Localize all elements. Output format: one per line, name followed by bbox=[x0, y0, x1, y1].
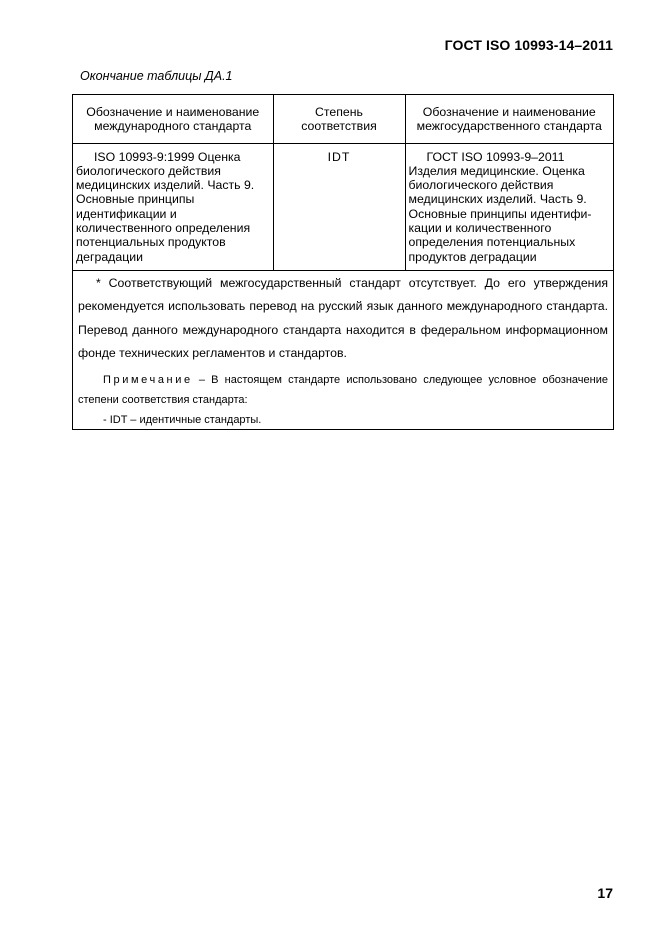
note-body: – В настоящем стандарте использовано следующее условное обозначение степени соответствия стандарта: bbox=[78, 373, 608, 406]
footnote-text: * Соответствующий межгосударственный стандарт отсутствует. До его утверждения рекомендуется использовать перевод на русский язык данного международного стандарта. Перевод данного международного стандарта находится в федеральном информационном фонде технических регламентов и стандартов. bbox=[78, 275, 608, 361]
cell-international-standard bbox=[73, 143, 273, 270]
column-header-degree: Степень соответствия bbox=[273, 95, 405, 143]
degree-text: IDT bbox=[327, 149, 351, 164]
standards-table-frame bbox=[72, 94, 614, 430]
interstate-standard-text: ГОСТ ISO 10993-9–2011 Изделия медицинские. Оценка биологического действия медицинских изделий. Часть 9. Основные принципы идентификации и количественного определения потенциальных продуктов деградации bbox=[408, 149, 592, 264]
table-footnote-area bbox=[73, 270, 613, 430]
cell-degree bbox=[273, 143, 405, 270]
column-header-interstate: Обозначение и наименование межгосударственного стандарта bbox=[405, 95, 613, 143]
table-caption: Окончание таблицы ДА.1 bbox=[80, 69, 233, 83]
document-designation: ГОСТ ISO 10993-14–2011 bbox=[444, 37, 613, 53]
table-row bbox=[73, 143, 613, 270]
note-label: Примечание bbox=[103, 373, 193, 386]
column-header-international: Обозначение и наименование международного стандарта bbox=[73, 95, 273, 143]
note-paragraph bbox=[78, 370, 608, 410]
cell-interstate-standard bbox=[405, 143, 613, 270]
note-list-item: - IDT – идентичные стандарты. bbox=[103, 413, 262, 426]
page-number: 17 bbox=[597, 885, 613, 901]
international-standard-text: ISO 10993-9:1999 Оценка биологического действия медицинских изделий. Часть 9. Основные принципы идентификации и количественного определения потенциальных продуктов деградации bbox=[76, 149, 255, 264]
standards-table bbox=[73, 95, 613, 270]
table-header-row bbox=[73, 95, 613, 143]
